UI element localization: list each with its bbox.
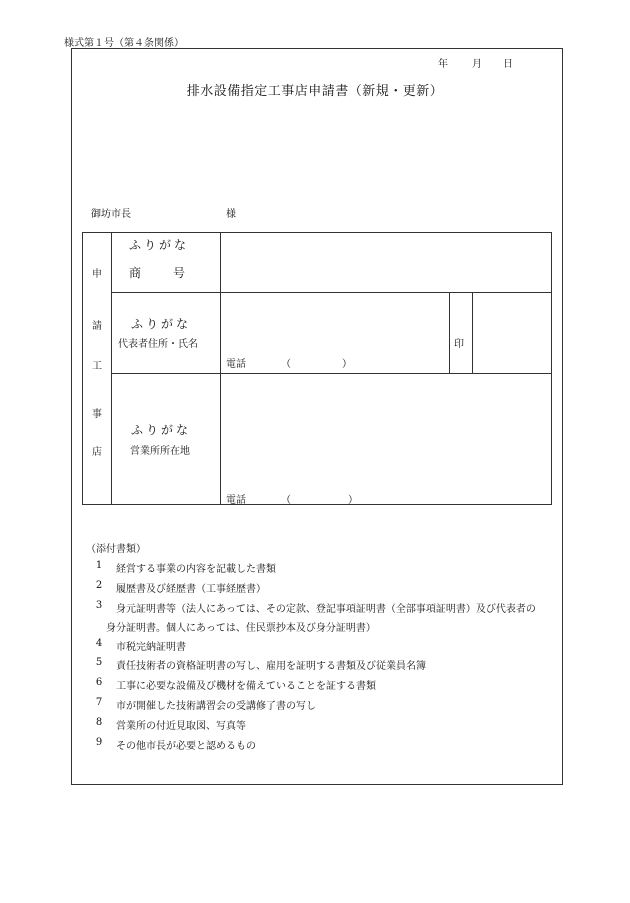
addressee-name: 御坊市長 — [91, 209, 131, 220]
form-reference: 様式第１号（第４条関係） — [64, 38, 184, 49]
addressee-honorific: 様 — [226, 209, 236, 220]
representative-phone-paren-open: （ — [281, 359, 291, 370]
representative-field[interactable] — [221, 293, 449, 373]
applicant-label-char: 申 — [92, 269, 102, 280]
list-item-number: 1 — [95, 560, 103, 571]
applicant-label-char: 請 — [92, 321, 102, 332]
applicant-table — [82, 232, 552, 505]
list-item: 工事に必要な設備及び機材を備えていることを証する書類 — [116, 681, 376, 692]
list-item: 身元証明書等（法人にあっては、その定款、登記事項証明書（全部事項証明書）及び代表者の — [116, 604, 536, 615]
trade-name-field[interactable] — [221, 233, 550, 292]
representative-furigana: ふりがな — [131, 317, 192, 331]
form-title: 排水設備指定工事店申請書（新規・更新） — [186, 84, 444, 99]
applicant-label-char: 工 — [92, 361, 102, 372]
office-phone-paren-open: （ — [281, 495, 291, 506]
list-item: その他市長が必要と認めるもの — [116, 741, 256, 752]
list-item-number: 9 — [95, 737, 103, 748]
list-item-number: 2 — [95, 580, 103, 591]
representative-phone-paren-close: ） — [342, 359, 352, 370]
office-phone-paren-close: ） — [348, 495, 358, 506]
representative-label: 代表者住所・氏名 — [118, 339, 198, 350]
applicant-label-char: 店 — [92, 447, 102, 458]
list-item: 履歴書及び経歴書（工事経歴書） — [116, 584, 266, 595]
seal-divider — [449, 292, 450, 373]
attachments-heading: （添付書類） — [86, 544, 146, 555]
date-day: 日 — [503, 59, 513, 70]
list-item-number: 4 — [95, 638, 103, 649]
office-label: 営業所所在地 — [130, 446, 190, 457]
seal-box[interactable] — [473, 293, 550, 373]
office-furigana: ふりがな — [131, 423, 192, 437]
date-month: 月 — [472, 59, 482, 70]
trade-name-furigana: ふりがな — [129, 238, 190, 252]
list-item-number: 6 — [95, 677, 103, 688]
list-item-number: 7 — [95, 697, 103, 708]
list-item: 経営する事業の内容を記載した書類 — [116, 564, 276, 575]
col-divider — [111, 233, 112, 504]
list-item-number: 5 — [95, 657, 103, 668]
list-item-number: 3 — [95, 600, 103, 611]
trade-name-label: 商 号 — [129, 266, 196, 280]
seal-label: 印 — [454, 339, 464, 350]
list-item: 営業所の付近見取図、写真等 — [116, 721, 246, 732]
date-year: 年 — [438, 59, 448, 70]
representative-phone-label: 電話 — [226, 359, 246, 370]
applicant-label-char: 事 — [92, 409, 102, 420]
list-item: 責任技術者の資格証明書の写し、雇用を証明する書類及び従業員名簿 — [116, 661, 426, 672]
list-item-continuation: 身分証明書。個人にあっては、住民票抄本及び身分証明書） — [106, 623, 376, 634]
list-item: 市税完納証明書 — [116, 642, 186, 653]
office-field[interactable] — [221, 374, 550, 504]
list-item-number: 8 — [95, 717, 103, 728]
office-phone-label: 電話 — [226, 495, 246, 506]
list-item: 市が開催した技術講習会の受講修了書の写し — [116, 701, 316, 712]
